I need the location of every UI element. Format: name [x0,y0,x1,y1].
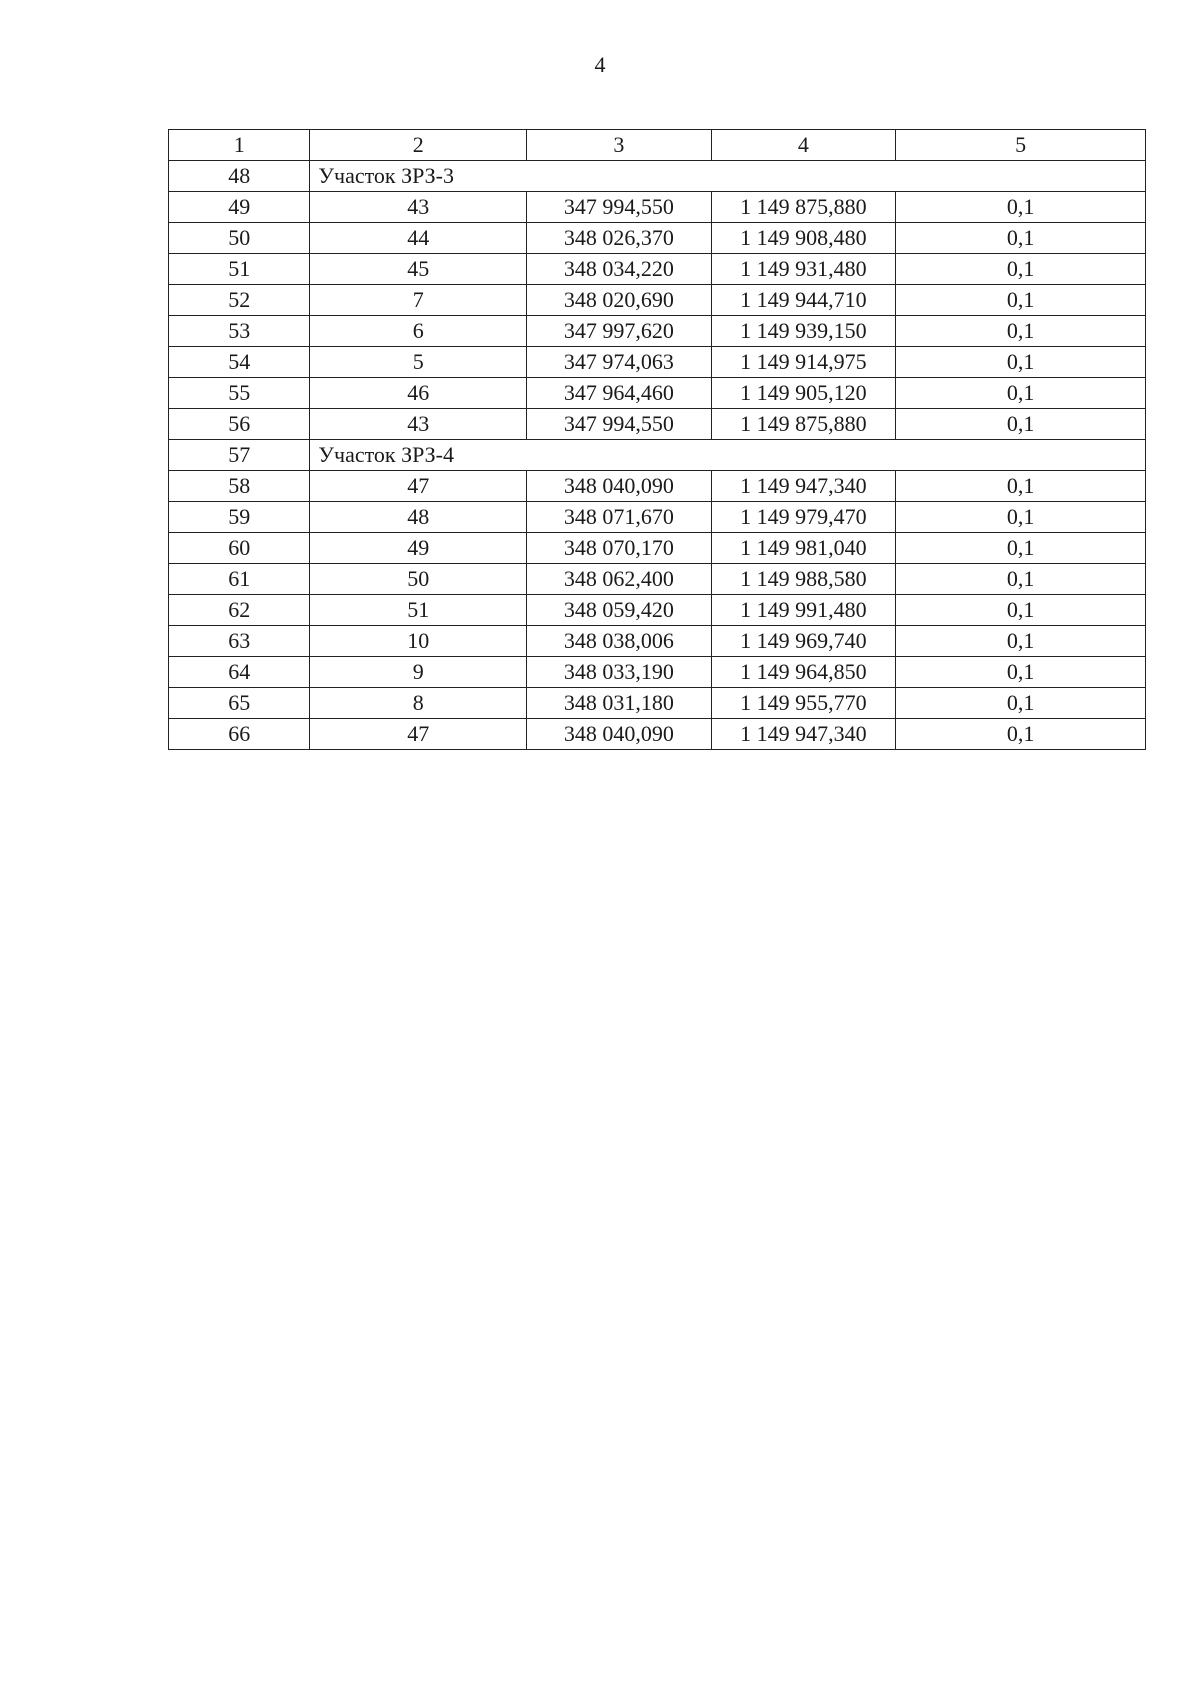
accuracy-cell: 0,1 [896,533,1146,564]
accuracy-cell: 0,1 [896,285,1146,316]
point-number-cell: 44 [310,223,527,254]
y-coordinate-cell: 1 149 875,880 [711,192,896,223]
table-row [169,719,1146,750]
x-coordinate-cell: 348 031,180 [527,688,712,719]
table-row [169,564,1146,595]
point-number-cell: 47 [310,719,527,750]
accuracy-cell: 0,1 [896,223,1146,254]
table-row [169,285,1146,316]
section-title-cell: Участок ЗРЗ-4 [310,440,1146,471]
table-header-row [169,130,1146,161]
accuracy-cell: 0,1 [896,502,1146,533]
table-body [169,130,1146,750]
header-cell: 3 [527,130,712,161]
point-number-cell: 8 [310,688,527,719]
row-number-cell: 57 [169,440,310,471]
accuracy-cell: 0,1 [896,471,1146,502]
x-coordinate-cell: 348 038,006 [527,626,712,657]
row-number-cell: 65 [169,688,310,719]
point-number-cell: 45 [310,254,527,285]
section-row [169,161,1146,192]
table-row [169,502,1146,533]
y-coordinate-cell: 1 149 914,975 [711,347,896,378]
accuracy-cell: 0,1 [896,719,1146,750]
table-row [169,657,1146,688]
row-number-cell: 51 [169,254,310,285]
y-coordinate-cell: 1 149 991,480 [711,595,896,626]
table-row [169,688,1146,719]
accuracy-cell: 0,1 [896,564,1146,595]
y-coordinate-cell: 1 149 947,340 [711,471,896,502]
table-row [169,409,1146,440]
row-number-cell: 49 [169,192,310,223]
accuracy-cell: 0,1 [896,409,1146,440]
point-number-cell: 6 [310,316,527,347]
table-row [169,223,1146,254]
accuracy-cell: 0,1 [896,378,1146,409]
row-number-cell: 66 [169,719,310,750]
point-number-cell: 5 [310,347,527,378]
point-number-cell: 46 [310,378,527,409]
y-coordinate-cell: 1 149 981,040 [711,533,896,564]
table-row [169,254,1146,285]
y-coordinate-cell: 1 149 979,470 [711,502,896,533]
row-number-cell: 58 [169,471,310,502]
x-coordinate-cell: 348 059,420 [527,595,712,626]
row-number-cell: 55 [169,378,310,409]
point-number-cell: 9 [310,657,527,688]
y-coordinate-cell: 1 149 875,880 [711,409,896,440]
x-coordinate-cell: 347 994,550 [527,409,712,440]
point-number-cell: 43 [310,192,527,223]
x-coordinate-cell: 348 040,090 [527,471,712,502]
x-coordinate-cell: 347 974,063 [527,347,712,378]
header-cell: 4 [711,130,896,161]
table-row [169,626,1146,657]
table-row [169,533,1146,564]
section-title-cell: Участок ЗРЗ-3 [310,161,1146,192]
table-row [169,471,1146,502]
x-coordinate-cell: 348 070,170 [527,533,712,564]
x-coordinate-cell: 348 026,370 [527,223,712,254]
row-number-cell: 61 [169,564,310,595]
y-coordinate-cell: 1 149 964,850 [711,657,896,688]
row-number-cell: 52 [169,285,310,316]
x-coordinate-cell: 348 033,190 [527,657,712,688]
row-number-cell: 56 [169,409,310,440]
y-coordinate-cell: 1 149 908,480 [711,223,896,254]
coordinates-table [168,129,1146,750]
x-coordinate-cell: 347 997,620 [527,316,712,347]
point-number-cell: 10 [310,626,527,657]
x-coordinate-cell: 348 062,400 [527,564,712,595]
row-number-cell: 64 [169,657,310,688]
x-coordinate-cell: 347 994,550 [527,192,712,223]
accuracy-cell: 0,1 [896,192,1146,223]
y-coordinate-cell: 1 149 939,150 [711,316,896,347]
x-coordinate-cell: 348 020,690 [527,285,712,316]
y-coordinate-cell: 1 149 955,770 [711,688,896,719]
point-number-cell: 49 [310,533,527,564]
table-row [169,595,1146,626]
row-number-cell: 54 [169,347,310,378]
header-cell: 1 [169,130,310,161]
accuracy-cell: 0,1 [896,657,1146,688]
page-number: 4 [594,52,606,77]
row-number-cell: 50 [169,223,310,254]
point-number-cell: 51 [310,595,527,626]
table-row [169,192,1146,223]
table-row [169,316,1146,347]
accuracy-cell: 0,1 [896,347,1146,378]
y-coordinate-cell: 1 149 931,480 [711,254,896,285]
y-coordinate-cell: 1 149 905,120 [711,378,896,409]
row-number-cell: 62 [169,595,310,626]
x-coordinate-cell: 348 040,090 [527,719,712,750]
row-number-cell: 59 [169,502,310,533]
accuracy-cell: 0,1 [896,595,1146,626]
y-coordinate-cell: 1 149 969,740 [711,626,896,657]
section-row [169,440,1146,471]
row-number-cell: 60 [169,533,310,564]
point-number-cell: 43 [310,409,527,440]
point-number-cell: 47 [310,471,527,502]
header-cell: 5 [896,130,1146,161]
accuracy-cell: 0,1 [896,254,1146,285]
y-coordinate-cell: 1 149 988,580 [711,564,896,595]
point-number-cell: 50 [310,564,527,595]
accuracy-cell: 0,1 [896,626,1146,657]
row-number-cell: 63 [169,626,310,657]
accuracy-cell: 0,1 [896,316,1146,347]
header-cell: 2 [310,130,527,161]
y-coordinate-cell: 1 149 944,710 [711,285,896,316]
x-coordinate-cell: 348 034,220 [527,254,712,285]
row-number-cell: 48 [169,161,310,192]
point-number-cell: 7 [310,285,527,316]
table-row [169,378,1146,409]
table-row [169,347,1146,378]
y-coordinate-cell: 1 149 947,340 [711,719,896,750]
x-coordinate-cell: 348 071,670 [527,502,712,533]
row-number-cell: 53 [169,316,310,347]
x-coordinate-cell: 347 964,460 [527,378,712,409]
point-number-cell: 48 [310,502,527,533]
accuracy-cell: 0,1 [896,688,1146,719]
